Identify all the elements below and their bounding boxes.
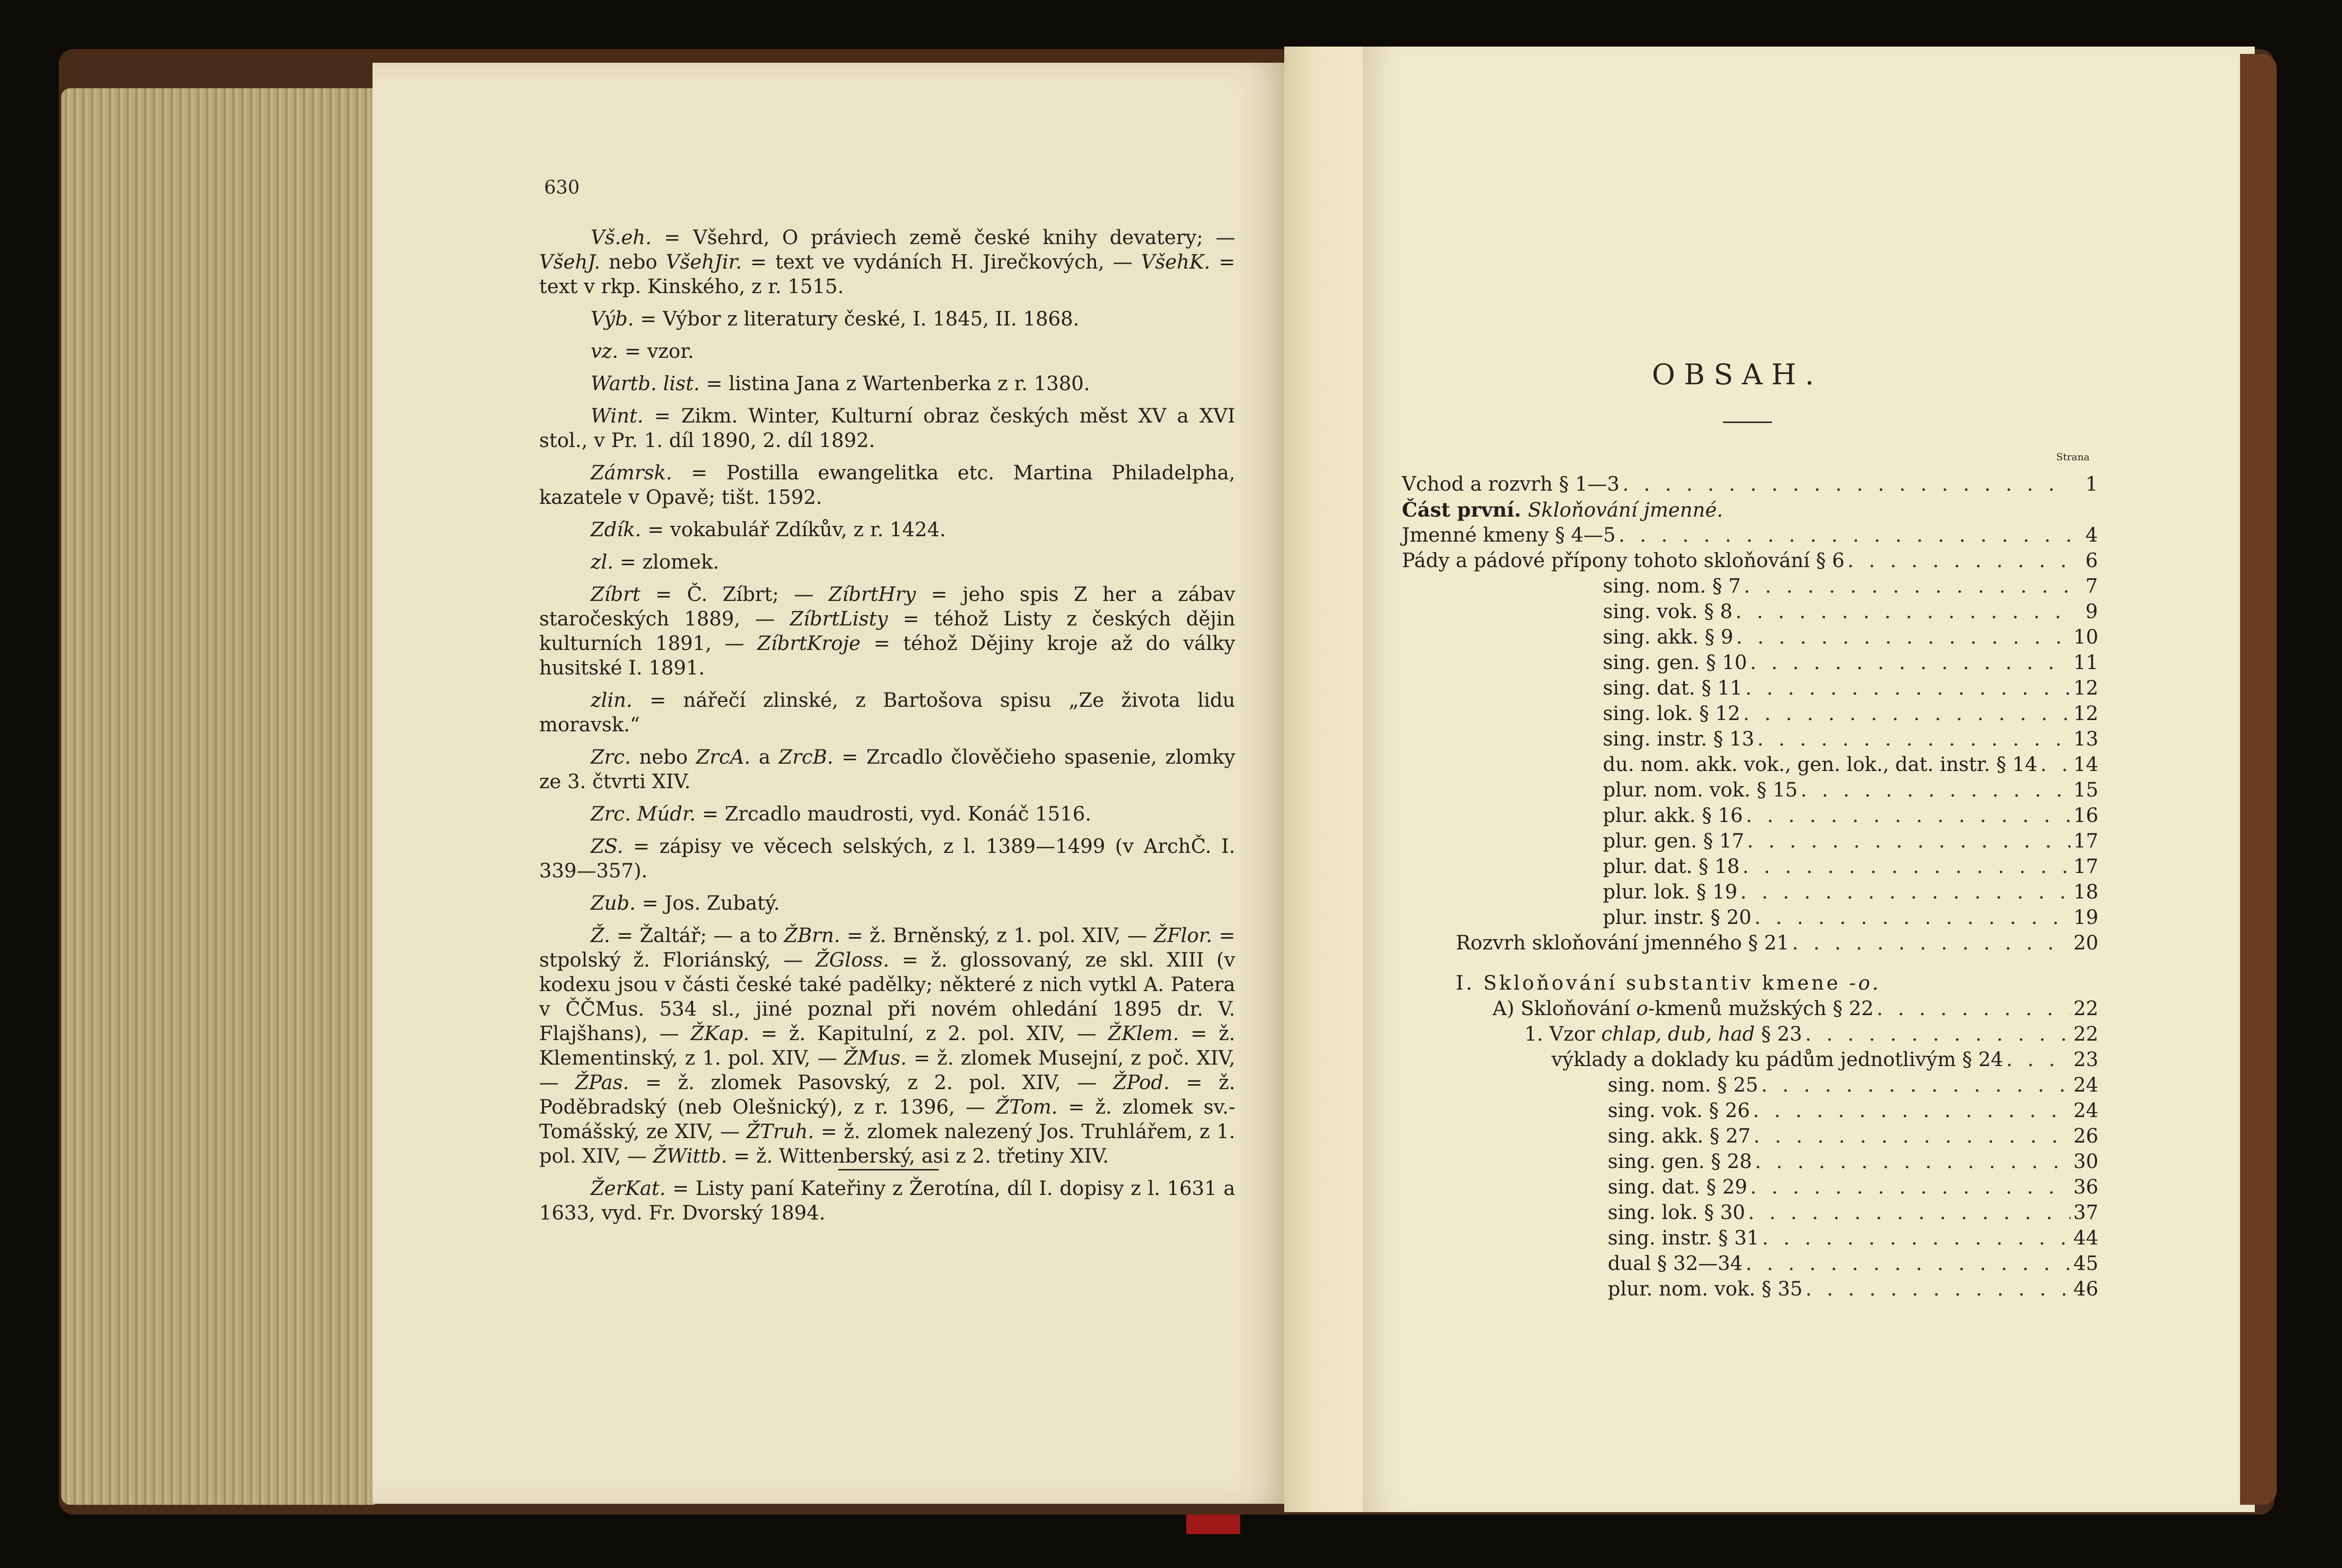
toc-entry xyxy=(1402,549,2098,572)
toc-page-number: 6 xyxy=(2085,549,2098,572)
toc-entry xyxy=(1603,702,2098,725)
toc-entry-label: du. nom. akk. vok., gen. lok., dat. instr. § 14 xyxy=(1603,753,2038,776)
toc-leader-dots xyxy=(1750,651,2070,674)
toc-entry xyxy=(1608,1252,2098,1275)
toc-page-number: 30 xyxy=(2073,1150,2098,1173)
abbreviation-entry: Zrc. nebo ZrcA. a ZrcB. = Zrcadlo člověčieho spasenie, zlomky ze 3. čtvrti XIV. xyxy=(539,746,1235,793)
toc-page-number: 14 xyxy=(2073,753,2098,776)
toc-leader-dots xyxy=(1619,524,2070,547)
abbreviation-entry: Zámrsk. = Postilla ewangelitka etc. Martina Philadelpha, kazatele v Opavě; tišt. 1592. xyxy=(539,462,1235,509)
toc-leader-dots xyxy=(1753,1099,2070,1122)
toc-entry-label: výklady a doklady ku pádům jednotlivým § 24 xyxy=(1551,1048,2003,1071)
page-number: 630 xyxy=(544,176,580,198)
toc-page-number: 37 xyxy=(2073,1201,2098,1224)
toc-entry xyxy=(1603,600,2098,623)
toc-page-number: 45 xyxy=(2073,1252,2098,1275)
toc-leader-dots xyxy=(1744,575,2070,597)
toc-entry xyxy=(1603,881,2098,903)
right-cover-edge xyxy=(2240,54,2277,1505)
toc-leader-dots xyxy=(1745,1252,2070,1275)
abbreviation-entry: vz. = vzor. xyxy=(591,340,694,363)
toc-entry xyxy=(1608,1278,2098,1300)
toc-entry xyxy=(1524,1023,2098,1045)
toc-leader-dots xyxy=(1743,702,2070,725)
toc-entry-label: sing. instr. § 31 xyxy=(1608,1227,1760,1249)
toc-leader-dots xyxy=(1736,600,2070,623)
toc-entry xyxy=(1603,804,2098,827)
toc-entry xyxy=(1603,830,2098,852)
toc-leader-dots xyxy=(1761,1074,2070,1096)
abbreviation-entry: Wartb. list. = listina Jana z Wartenberka z r. 1380. xyxy=(591,373,1090,395)
toc-entry-label: sing. vok. § 26 xyxy=(1608,1099,1750,1122)
toc-page-number: 1 xyxy=(2085,473,2098,496)
toc-entry xyxy=(1603,677,2098,699)
toc-entry-label: sing. nom. § 7 xyxy=(1603,575,1741,597)
toc-entry xyxy=(1603,651,2098,674)
abbreviation-entry: Ž. = Žaltář; — a to ŽBrn. = ž. Brněnský, z 1. pol. XIV, — ŽFlor. = stpolský ž. Floriánský, — ŽGloss. = ž. glossovaný, ze skl. XIII (v kodexu jsou v části české také padělky; některé z nich vytkl A. Patera v ČČMus. 534 sl., jiné poznal při novém ohledání 1895 dr. V. Flajšhans), — ŽKap. = ž. Kapitulní, z 2. pol. XIV, — ŽKlem. = ž. Klementinský, z 1. pol. XIV, — ŽMus. = ž. zlomek Musejní, z poč. XIV, — ŽPas. = ž. zlomek Pasovský, z 2. pol. XIV, — ŽPod. = ž. Poděbradský (neb Olešnický), z r. 1396, — ŽTom. = ž. zlomek sv.-Tomášský, ze XIV, — ŽTruh. = ž. zlomek nalezený Jos. Truhlářem, z 1. pol. XIV, — ŽWittb. = ž. Wittenberský, asi z 2. třetiny XIV. xyxy=(539,924,1236,1168)
toc-entry-label: sing. dat. § 29 xyxy=(1608,1176,1747,1198)
toc-entry-label: sing. lok. § 12 xyxy=(1603,702,1741,725)
toc-entry-label: Část první. Skloňování jmenné. xyxy=(1402,498,1723,522)
toc-leader-dots xyxy=(1743,855,2070,878)
toc-entry xyxy=(1608,1125,2098,1147)
toc-entry-label: plur. akk. § 16 xyxy=(1603,804,1743,827)
toc-entry-label: sing. lok. § 30 xyxy=(1608,1201,1745,1224)
toc-page-number: 20 xyxy=(2073,932,2098,954)
toc-page-number: 7 xyxy=(2085,575,2098,597)
toc-leader-dots xyxy=(1747,830,2070,852)
toc-page-number: 15 xyxy=(2073,779,2098,801)
toc-leader-dots xyxy=(1762,1227,2070,1249)
toc-entry xyxy=(1608,1150,2098,1173)
toc-entry xyxy=(1608,1074,2098,1096)
toc-entry-label: sing. dat. § 11 xyxy=(1603,677,1743,699)
toc-entry xyxy=(1603,855,2098,878)
toc-entry-label: plur. gen. § 17 xyxy=(1603,830,1744,852)
toc-page-number: 13 xyxy=(2073,728,2098,750)
toc-entry-label: sing. akk. § 27 xyxy=(1608,1125,1751,1147)
toc-leader-dots xyxy=(1748,1201,2070,1224)
toc-entry xyxy=(1402,524,2098,547)
toc-page-number: 46 xyxy=(2073,1278,2098,1300)
toc-page-number: 44 xyxy=(2073,1227,2098,1249)
toc-entry xyxy=(1493,997,2098,1020)
toc-entry-label: plur. nom. vok. § 15 xyxy=(1603,779,1798,801)
toc-page-number: 11 xyxy=(2073,651,2098,674)
toc-title: OBSAH. xyxy=(1652,358,1823,391)
toc-leader-dots xyxy=(1805,1023,2070,1045)
toc-entry-label: plur. instr. § 20 xyxy=(1603,906,1752,929)
abbreviation-entry: Vš.eh. = Všehrd, O práviech země české knihy devatery; — VšehJ. nebo VšehJir. = text ve vydáních H. Jirečkových, — VšehK. = text v rkp. Kinského, z r. 1515. xyxy=(539,226,1236,298)
toc-entry-label: sing. gen. § 28 xyxy=(1608,1150,1752,1173)
toc-page-number: 4 xyxy=(2085,524,2098,547)
toc-entry xyxy=(1608,1227,2098,1249)
toc-entry-label: sing. vok. § 8 xyxy=(1603,600,1733,623)
toc-entry xyxy=(1608,1099,2098,1122)
toc-page-number: 36 xyxy=(2073,1176,2098,1198)
abbreviation-entry: Zub. = Jos. Zubatý. xyxy=(591,892,780,915)
abbreviation-entry: Výb. = Výbor z literatury české, I. 1845, II. 1868. xyxy=(591,308,1079,330)
abbreviation-entry: ŽerKat. = Listy paní Kateřiny z Žerotína, díl I. dopisy z l. 1631 a 1633, vyd. Fr. Dvorský 1894. xyxy=(539,1177,1235,1224)
toc-page-number: 24 xyxy=(2073,1074,2098,1096)
bookmark-ribbon xyxy=(1186,1515,1240,1534)
toc-page-number: 17 xyxy=(2073,855,2098,878)
toc-entry xyxy=(1402,498,2098,522)
toc-entry-label: sing. nom. § 25 xyxy=(1608,1074,1758,1096)
toc-leader-dots xyxy=(1800,779,2070,801)
toc-entry-label: plur. nom. vok. § 35 xyxy=(1608,1278,1803,1300)
abbreviation-entry: Zrc. Múdr. = Zrcadlo maudrosti, vyd. Konáč 1516. xyxy=(591,803,1092,825)
toc-entry-label: dual § 32—34 xyxy=(1608,1252,1743,1275)
toc-leader-dots xyxy=(1757,728,2070,750)
toc-leader-dots xyxy=(1754,906,2070,929)
abbreviation-entry: ZS. = zápisy ve věcech selských, z l. 1389—1499 (v ArchČ. I. 339—357). xyxy=(539,835,1235,882)
toc-entry-label: sing. instr. § 13 xyxy=(1603,728,1755,750)
toc-leader-dots xyxy=(1753,1125,2070,1147)
toc-leader-dots xyxy=(1740,881,2070,903)
toc-entry xyxy=(1608,1176,2098,1198)
toc-entry-label: Pády a pádové přípony tohoto skloňování § 6 xyxy=(1402,549,1845,572)
toc-entry-label: sing. gen. § 10 xyxy=(1603,651,1747,674)
toc-entry-label: plur. dat. § 18 xyxy=(1603,855,1740,878)
toc-entry xyxy=(1603,575,2098,597)
end-rule xyxy=(838,1169,939,1170)
toc-leader-dots xyxy=(1755,1150,2070,1173)
toc-leader-dots xyxy=(1736,626,2070,648)
toc-entry-label: Jmenné kmeny § 4—5 xyxy=(1402,524,1616,547)
toc-entry xyxy=(1456,932,2098,954)
toc-page-number: 10 xyxy=(2073,626,2098,648)
toc-page-number: 23 xyxy=(2073,1048,2098,1071)
toc-entry-label: 1. Vzor chlap, dub, had § 23 xyxy=(1524,1023,1802,1045)
toc-page-number: 17 xyxy=(2073,830,2098,852)
page-edges xyxy=(61,88,375,1505)
abbreviation-list xyxy=(539,225,1235,1233)
abbreviation-entry: zlin. = nářečí zlinské, z Bartošova spisu „Ze života lidu moravsk.“ xyxy=(539,689,1235,736)
toc-page-number: 9 xyxy=(2085,600,2098,623)
toc-page-number: 18 xyxy=(2073,881,2098,903)
abbreviation-entry: Wint. = Zikm. Winter, Kulturní obraz českých měst XV a XVI stol., v Pr. 1. díl 1890, 2. díl 1892. xyxy=(539,405,1235,452)
toc-leader-dots xyxy=(1750,1176,2070,1198)
toc-page-number: 24 xyxy=(2073,1099,2098,1122)
toc-entry-label: plur. lok. § 19 xyxy=(1603,881,1738,903)
toc-leader-dots xyxy=(1792,932,2070,954)
toc-page-number: 12 xyxy=(2073,702,2098,725)
toc-leader-dots xyxy=(1622,473,2070,496)
abbreviation-entry: Zdík. = vokabulář Zdíkův, z r. 1424. xyxy=(591,519,946,541)
toc-leader-dots xyxy=(1746,804,2070,827)
toc-page-number: 22 xyxy=(2073,1023,2098,1045)
toc-page-number: 16 xyxy=(2073,804,2098,827)
toc-leader-dots xyxy=(2040,753,2070,776)
toc-entry xyxy=(1603,728,2098,750)
toc-entry xyxy=(1603,753,2098,776)
toc-entry-label: sing. akk. § 9 xyxy=(1603,626,1734,648)
toc-entry xyxy=(1551,1048,2098,1071)
toc-leader-dots xyxy=(1745,677,2070,699)
title-rule xyxy=(1723,422,1772,423)
toc-page-number: 26 xyxy=(2073,1125,2098,1147)
book-gutter xyxy=(1284,47,1363,1512)
toc-entry xyxy=(1603,626,2098,648)
toc-leader-dots xyxy=(1805,1278,2070,1300)
toc-entry xyxy=(1608,1201,2098,1224)
toc-entry xyxy=(1402,473,2098,496)
page-column-header: Strana xyxy=(2056,451,2090,463)
abbreviation-entry: zl. = zlomek. xyxy=(591,551,720,573)
toc-leader-dots xyxy=(1877,997,2070,1020)
toc-entry xyxy=(1456,972,2098,995)
toc-page-number: 12 xyxy=(2073,677,2098,699)
toc-entry-label: Vchod a rozvrh § 1—3 xyxy=(1402,473,1620,496)
toc-entry xyxy=(1603,906,2098,929)
toc-entry-label: I. Skloňování substantiv kmene -o. xyxy=(1456,972,1881,995)
abbreviation-entry: Zíbrt = Č. Zíbrt; — ZíbrtHry = jeho spis Z her a zábav staročeských 1889, — ZíbrtListy = téhož Listy z českých dějin kulturních 1891, — ZíbrtKroje = téhož Dějiny kroje až do války husitské I. 1891. xyxy=(539,583,1236,679)
toc-leader-dots xyxy=(1847,549,2070,572)
toc-entry-label: Rozvrh skloňování jmenného § 21 xyxy=(1456,932,1790,954)
toc-entry xyxy=(1603,779,2098,801)
toc-page-number: 22 xyxy=(2073,997,2098,1020)
toc-page-number: 19 xyxy=(2073,906,2098,929)
toc-leader-dots xyxy=(2006,1048,2070,1071)
toc-entry-label: A) Skloňování o-kmenů mužských § 22 xyxy=(1493,997,1874,1020)
